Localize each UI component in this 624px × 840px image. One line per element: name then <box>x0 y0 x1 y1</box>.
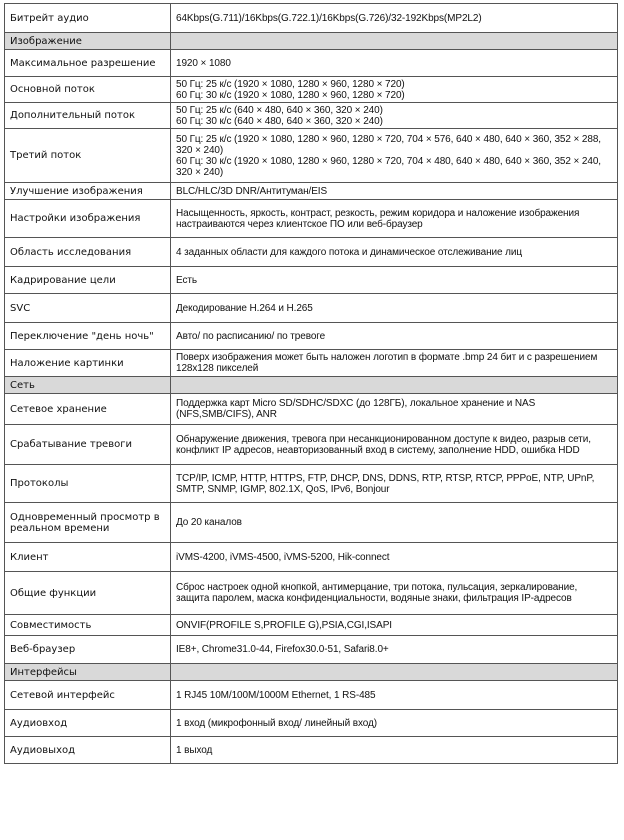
spec-value: 1 RJ45 10M/100M/1000M Ethernet, 1 RS-485 <box>171 681 618 710</box>
section-header-row <box>5 664 618 681</box>
spec-row <box>5 103 618 129</box>
spec-row <box>5 543 618 572</box>
spec-row <box>5 4 618 33</box>
spec-label: Настройки изображения <box>5 200 171 238</box>
spec-row <box>5 267 618 294</box>
spec-value: Обнаружение движения, тревога при несанкционированном доступе к видео, разрыв сети, конфликт IP адресов, неавторизованный вход в систему, заполнение HDD, ошибка HDD <box>171 425 618 465</box>
spec-value: BLC/HLC/3D DNR/Антитуман/EIS <box>171 183 618 200</box>
spec-row <box>5 50 618 77</box>
spec-label: Третий поток <box>5 129 171 183</box>
spec-row <box>5 394 618 425</box>
spec-value: 1 вход (микрофонный вход/ линейный вход) <box>171 710 618 737</box>
spec-value: TCP/IP, ICMP, HTTP, HTTPS, FTP, DHCP, DNS, DDNS, RTP, RTSP, RTCP, PPPoE, NTP, UPnP, SMTP, SNMP, IGMP, 802.1X, QoS, IPv6, Bonjour <box>171 465 618 503</box>
spec-label: Область исследования <box>5 238 171 267</box>
spec-value: Насыщенность, яркость, контраст, резкость, режим коридора и наложение изображения настраиваются через клиентское ПО или веб-браузер <box>171 200 618 238</box>
section-spacer <box>171 33 618 50</box>
spec-row <box>5 129 618 183</box>
section-header-row <box>5 33 618 50</box>
spec-row <box>5 572 618 615</box>
section-title: Интерфейсы <box>5 664 171 681</box>
spec-label: Протоколы <box>5 465 171 503</box>
section-title: Изображение <box>5 33 171 50</box>
spec-row <box>5 615 618 636</box>
spec-label: Битрейт аудио <box>5 4 171 33</box>
spec-value: Поверх изображения может быть наложен логотип в формате .bmp 24 бит и с разрешением 128x128 пикселей <box>171 350 618 377</box>
spec-label: Совместимость <box>5 615 171 636</box>
spec-label: Общие функции <box>5 572 171 615</box>
spec-value: 1920 × 1080 <box>171 50 618 77</box>
spec-value: Поддержка карт Micro SD/SDHC/SDXC (до 128ГБ), локальное хранение и NAS (NFS,SMB/CIFS), ANR <box>171 394 618 425</box>
spec-row <box>5 503 618 543</box>
spec-row <box>5 238 618 267</box>
spec-row <box>5 465 618 503</box>
spec-label: Наложение картинки <box>5 350 171 377</box>
spec-value: Есть <box>171 267 618 294</box>
spec-row <box>5 710 618 737</box>
spec-label: SVC <box>5 294 171 323</box>
spec-label: Сетевое хранение <box>5 394 171 425</box>
spec-label: Клиент <box>5 543 171 572</box>
spec-label: Аудиовыход <box>5 737 171 764</box>
spec-value: Сброс настроек одной кнопкой, антимерцание, три потока, пульсация, зеркалирование, защита паролем, маска конфиденциальности, водяные знаки, фильтрация IP-адресов <box>171 572 618 615</box>
spec-value: До 20 каналов <box>171 503 618 543</box>
spec-value: 4 заданных области для каждого потока и динамическое отслеживание лиц <box>171 238 618 267</box>
spec-row <box>5 323 618 350</box>
spec-value: 50 Гц: 25 к/с (1920 × 1080, 1280 × 960, 1280 × 720, 704 × 576, 640 × 480, 640 × 360, 352 × 288, 320 × 240) 60 Гц: 30 к/с (1920 × 1080, 1280 × 960, 1280 × 720, 704 × 480, 640 × 480, 640 × 360, 352 × 240, 320 × 240) <box>171 129 618 183</box>
spec-value: IE8+, Chrome31.0-44, Firefox30.0-51, Safari8.0+ <box>171 636 618 664</box>
spec-label: Одновременный просмотр в реальном времени <box>5 503 171 543</box>
spec-value: Декодирование H.264 и H.265 <box>171 294 618 323</box>
spec-row <box>5 636 618 664</box>
spec-row <box>5 294 618 323</box>
spec-label: Срабатывание тревоги <box>5 425 171 465</box>
spec-value: iVMS-4200, iVMS-4500, iVMS-5200, Hik-connect <box>171 543 618 572</box>
section-spacer <box>171 664 618 681</box>
spec-label: Аудиовход <box>5 710 171 737</box>
spec-table-body <box>5 4 618 764</box>
spec-value: 50 Гц: 25 к/с (1920 × 1080, 1280 × 960, 1280 × 720) 60 Гц: 30 к/с (1920 × 1080, 1280 × 960, 1280 × 720) <box>171 77 618 103</box>
spec-label: Дополнительный поток <box>5 103 171 129</box>
spec-value: ONVIF(PROFILE S,PROFILE G),PSIA,CGI,ISAPI <box>171 615 618 636</box>
spec-value: 64Kbps(G.711)/16Kbps(G.722.1)/16Kbps(G.726)/32-192Kbps(MP2L2) <box>171 4 618 33</box>
spec-row <box>5 737 618 764</box>
spec-label: Основной поток <box>5 77 171 103</box>
spec-row <box>5 183 618 200</box>
spec-label: Улучшение изображения <box>5 183 171 200</box>
spec-value: 50 Гц: 25 к/с (640 × 480, 640 × 360, 320 × 240) 60 Гц: 30 к/с (640 × 480, 640 × 360, 320 × 240) <box>171 103 618 129</box>
spec-row <box>5 200 618 238</box>
section-title: Сеть <box>5 377 171 394</box>
section-spacer <box>171 377 618 394</box>
spec-label: Кадрирование цели <box>5 267 171 294</box>
section-header-row <box>5 377 618 394</box>
spec-row <box>5 350 618 377</box>
spec-row <box>5 77 618 103</box>
spec-label: Сетевой интерфейс <box>5 681 171 710</box>
spec-label: Переключение "день ночь" <box>5 323 171 350</box>
spec-table <box>4 3 618 764</box>
spec-value: Авто/ по расписанию/ по тревоге <box>171 323 618 350</box>
spec-label: Максимальное разрешение <box>5 50 171 77</box>
spec-row <box>5 681 618 710</box>
spec-label: Веб-браузер <box>5 636 171 664</box>
spec-row <box>5 425 618 465</box>
spec-value: 1 выход <box>171 737 618 764</box>
